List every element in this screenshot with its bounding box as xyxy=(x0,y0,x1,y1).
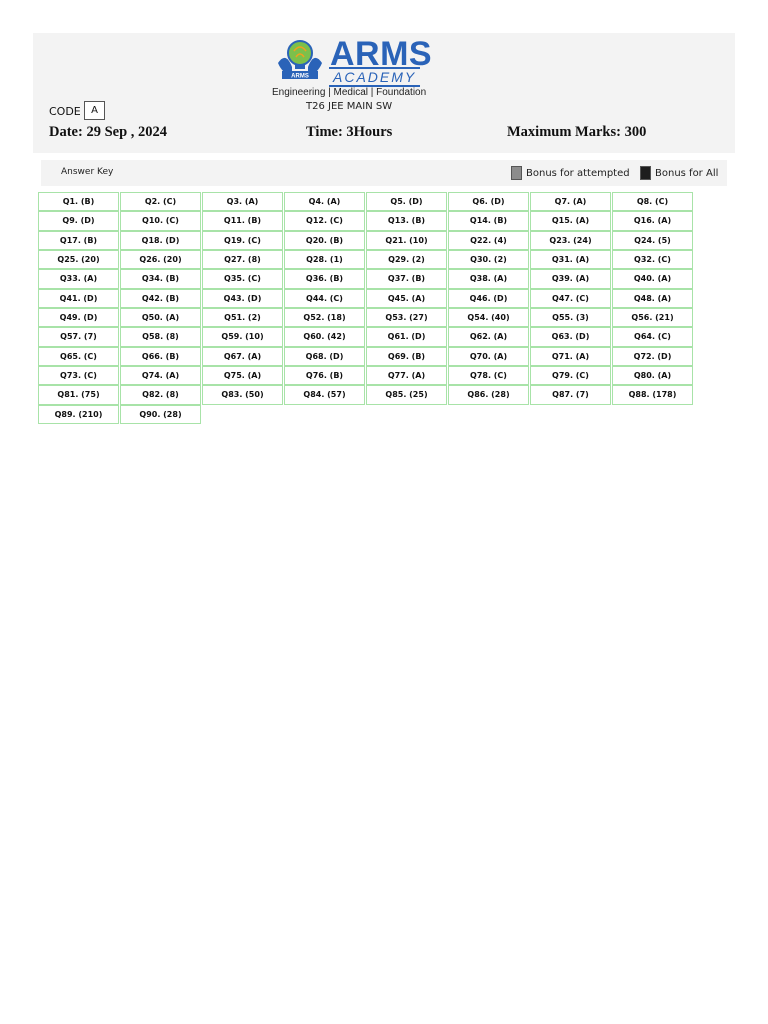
answer-cell: Q53. (27) xyxy=(366,308,447,327)
answer-cell: Q17. (B) xyxy=(38,231,119,250)
bonus-all-label: Bonus for All xyxy=(655,167,719,179)
answer-cell: Q56. (21) xyxy=(612,308,693,327)
answer-cell: Q27. (8) xyxy=(202,250,283,269)
answer-cell: Q30. (2) xyxy=(448,250,529,269)
document-header xyxy=(33,33,735,153)
answer-cell: Q43. (D) xyxy=(202,289,283,308)
answer-cell: Q20. (B) xyxy=(284,231,365,250)
answer-cell: Q64. (C) xyxy=(612,327,693,346)
answer-cell: Q26. (20) xyxy=(120,250,201,269)
answer-cell: Q6. (D) xyxy=(448,192,529,211)
answer-cell: Q22. (4) xyxy=(448,231,529,250)
answer-cell: Q19. (C) xyxy=(202,231,283,250)
logo-word: ARMS xyxy=(330,35,433,73)
answer-cell: Q18. (D) xyxy=(120,231,201,250)
answer-cell: Q21. (10) xyxy=(366,231,447,250)
exam-name: T26 JEE MAIN SW xyxy=(306,101,393,112)
bonus-all-swatch xyxy=(640,166,651,180)
answer-cell: Q28. (1) xyxy=(284,250,365,269)
answer-cell: Q31. (A) xyxy=(530,250,611,269)
answer-cell: Q76. (B) xyxy=(284,366,365,385)
exam-date: Date: 29 Sep , 2024 xyxy=(49,124,168,140)
answer-cell: Q51. (2) xyxy=(202,308,283,327)
answer-cell: Q10. (C) xyxy=(120,211,201,230)
answer-cell: Q48. (A) xyxy=(612,289,693,308)
answer-cell: Q9. (D) xyxy=(38,211,119,230)
answer-cell: Q86. (28) xyxy=(448,385,529,404)
answer-cell: Q63. (D) xyxy=(530,327,611,346)
answer-cell: Q42. (B) xyxy=(120,289,201,308)
answer-cell: Q46. (D) xyxy=(448,289,529,308)
answer-cell: Q68. (D) xyxy=(284,347,365,366)
answer-cell: Q32. (C) xyxy=(612,250,693,269)
answer-cell: Q44. (C) xyxy=(284,289,365,308)
answer-cell: Q3. (A) xyxy=(202,192,283,211)
answer-cell: Q90. (28) xyxy=(120,405,201,424)
answer-cell: Q85. (25) xyxy=(366,385,447,404)
answer-cell: Q40. (A) xyxy=(612,269,693,288)
answer-cell: Q2. (C) xyxy=(120,192,201,211)
answer-cell: Q65. (C) xyxy=(38,347,119,366)
answer-cell: Q45. (A) xyxy=(366,289,447,308)
answer-cell: Q82. (8) xyxy=(120,385,201,404)
answer-cell: Q15. (A) xyxy=(530,211,611,230)
answer-cell: Q29. (2) xyxy=(366,250,447,269)
answer-cell: Q73. (C) xyxy=(38,366,119,385)
code-label: CODE xyxy=(49,105,81,118)
answer-cell: Q38. (A) xyxy=(448,269,529,288)
answer-cell: Q88. (178) xyxy=(612,385,693,404)
brain-bulb-emblem-icon xyxy=(272,37,328,89)
logo-tagline: Engineering | Medical | Foundation xyxy=(272,87,427,98)
answer-cell: Q72. (D) xyxy=(612,347,693,366)
answer-cell: Q81. (75) xyxy=(38,385,119,404)
answer-cell: Q79. (C) xyxy=(530,366,611,385)
answer-cell: Q66. (B) xyxy=(120,347,201,366)
answer-cell: Q1. (B) xyxy=(38,192,119,211)
logo-subword: ACADEMY xyxy=(329,67,420,87)
answer-cell: Q78. (C) xyxy=(448,366,529,385)
bonus-attempted-swatch xyxy=(511,166,522,180)
answer-cell: Q57. (7) xyxy=(38,327,119,346)
answer-cell: Q55. (3) xyxy=(530,308,611,327)
answer-cell: Q35. (C) xyxy=(202,269,283,288)
answer-cell: Q47. (C) xyxy=(530,289,611,308)
answer-cell: Q84. (57) xyxy=(284,385,365,404)
answer-key-grid xyxy=(38,192,698,424)
answer-cell: Q12. (C) xyxy=(284,211,365,230)
answer-cell: Q70. (A) xyxy=(448,347,529,366)
exam-duration: Time: 3Hours xyxy=(306,124,393,140)
answer-cell: Q49. (D) xyxy=(38,308,119,327)
answer-cell: Q87. (7) xyxy=(530,385,611,404)
answer-cell: Q34. (B) xyxy=(120,269,201,288)
answer-cell: Q37. (B) xyxy=(366,269,447,288)
answer-cell: Q67. (A) xyxy=(202,347,283,366)
bonus-attempted-label: Bonus for attempted xyxy=(526,167,630,179)
answer-cell: Q16. (A) xyxy=(612,211,693,230)
arms-academy-logo xyxy=(272,37,450,99)
answer-cell: Q41. (D) xyxy=(38,289,119,308)
answer-cell: Q54. (40) xyxy=(448,308,529,327)
answer-cell: Q14. (B) xyxy=(448,211,529,230)
answer-cell: Q59. (10) xyxy=(202,327,283,346)
answer-cell: Q89. (210) xyxy=(38,405,119,424)
answer-cell: Q50. (A) xyxy=(120,308,201,327)
answer-cell: Q23. (24) xyxy=(530,231,611,250)
legend-bonus-attempted xyxy=(511,166,630,180)
answer-cell: Q13. (B) xyxy=(366,211,447,230)
answer-cell: Q71. (A) xyxy=(530,347,611,366)
answer-cell: Q25. (20) xyxy=(38,250,119,269)
answer-cell: Q77. (A) xyxy=(366,366,447,385)
emblem-text: ARMS xyxy=(291,73,309,80)
answer-cell: Q39. (A) xyxy=(530,269,611,288)
answer-cell: Q7. (A) xyxy=(530,192,611,211)
answer-cell: Q8. (C) xyxy=(612,192,693,211)
answer-cell: Q62. (A) xyxy=(448,327,529,346)
answer-key-title: Answer Key xyxy=(61,167,114,177)
answer-cell: Q83. (50) xyxy=(202,385,283,404)
answer-cell: Q60. (42) xyxy=(284,327,365,346)
answer-cell: Q5. (D) xyxy=(366,192,447,211)
answer-cell: Q69. (B) xyxy=(366,347,447,366)
legend-bar xyxy=(41,160,727,186)
answer-cell: Q74. (A) xyxy=(120,366,201,385)
maximum-marks: Maximum Marks: 300 xyxy=(507,124,647,140)
answer-cell: Q4. (A) xyxy=(284,192,365,211)
answer-cell: Q52. (18) xyxy=(284,308,365,327)
answer-cell: Q80. (A) xyxy=(612,366,693,385)
answer-cell: Q33. (A) xyxy=(38,269,119,288)
answer-cell: Q11. (B) xyxy=(202,211,283,230)
code-value-box: A xyxy=(84,101,105,120)
answer-cell: Q58. (8) xyxy=(120,327,201,346)
answer-cell: Q24. (5) xyxy=(612,231,693,250)
answer-cell: Q75. (A) xyxy=(202,366,283,385)
answer-cell: Q61. (D) xyxy=(366,327,447,346)
answer-cell: Q36. (B) xyxy=(284,269,365,288)
legend-bonus-all xyxy=(640,166,718,180)
